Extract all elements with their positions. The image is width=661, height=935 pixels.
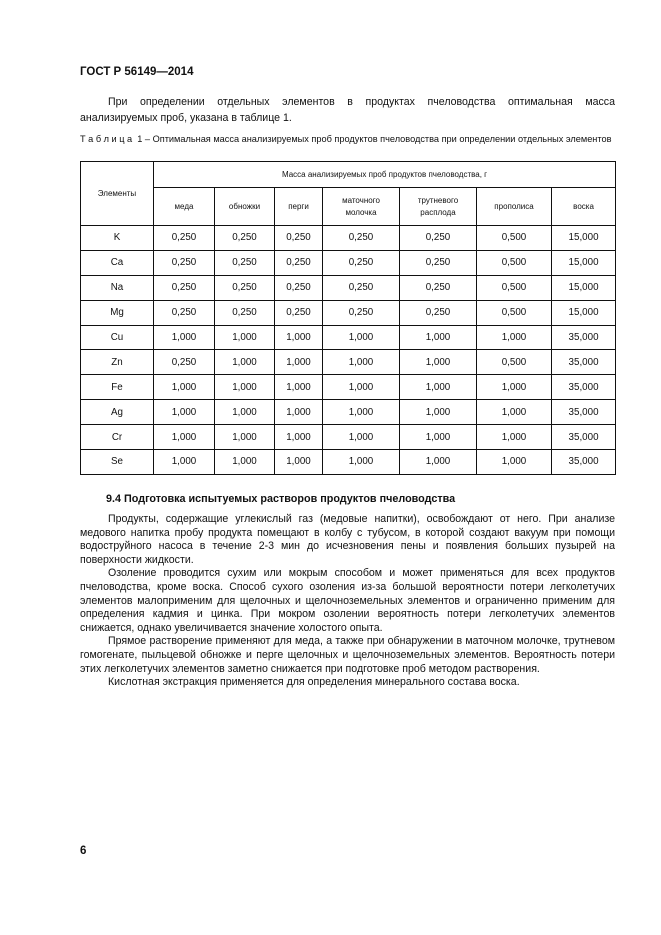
section-title: 9.4 Подготовка испытуемых растворов продуктов пчеловодства xyxy=(106,493,456,505)
value-cell: 0,500 xyxy=(477,226,552,251)
value-cell: 1,000 xyxy=(275,375,323,400)
value-cell: 1,000 xyxy=(400,325,477,350)
value-cell: 1,000 xyxy=(154,325,215,350)
value-cell: 35,000 xyxy=(552,425,616,450)
value-cell: 0,250 xyxy=(154,275,215,300)
value-cell: 1,000 xyxy=(323,325,400,350)
value-cell: 0,250 xyxy=(323,275,400,300)
element-cell: Cu xyxy=(81,325,154,350)
value-cell: 15,000 xyxy=(552,300,616,325)
value-cell: 1,000 xyxy=(154,375,215,400)
value-cell: 0,250 xyxy=(275,226,323,251)
table-row xyxy=(81,275,616,300)
element-cell: Zn xyxy=(81,350,154,375)
value-cell: 1,000 xyxy=(275,325,323,350)
value-cell: 0,250 xyxy=(323,300,400,325)
intro-paragraph: При определении отдельных элементов в продуктах пчеловодства оптимальная масса анализируемых проб, указана в таблице 1. xyxy=(80,96,615,124)
value-cell: 0,500 xyxy=(477,250,552,275)
value-cell: 1,000 xyxy=(400,350,477,375)
paragraph: Кислотная экстракция применяется для определения минерального состава воска. xyxy=(108,676,520,689)
paragraph: Прямое растворение применяют для меда, а также при обнаружении в маточном молочке, трутневом гомогенате, пыльцевой обножке и перге щелочных и щелочноземельных элементов. Вероятность потери этих легколетучих элементов заметно снижается при подготовке проб методом растворения. xyxy=(80,635,615,675)
column-header: трутневого расплода xyxy=(400,188,477,226)
element-cell: Ca xyxy=(81,250,154,275)
element-cell: K xyxy=(81,226,154,251)
value-cell: 1,000 xyxy=(477,425,552,450)
value-cell: 1,000 xyxy=(323,375,400,400)
value-cell: 1,000 xyxy=(215,425,275,450)
value-cell: 1,000 xyxy=(400,375,477,400)
value-cell: 1,000 xyxy=(477,325,552,350)
value-cell: 0,250 xyxy=(154,226,215,251)
value-cell: 0,250 xyxy=(275,275,323,300)
element-cell: Se xyxy=(81,450,154,475)
value-cell: 1,000 xyxy=(275,425,323,450)
paragraph: Продукты, содержащие углекислый газ (медовые напитки), освобождают от него. При анализе медового напитка пробу продукта помещают в колбу с тубусом, в которой создают вакуум при помощи водоструйного насоса в течение 2-3 мин до исчезновения пены и появления больших пузырей на поверхности жидкости. xyxy=(80,513,615,566)
value-cell: 0,250 xyxy=(154,300,215,325)
value-cell: 35,000 xyxy=(552,400,616,425)
value-cell: 35,000 xyxy=(552,350,616,375)
table-caption: Т а б л и ц а 1 – Оптимальная масса анализируемых проб продуктов пчеловодства при определении отдельных элементов xyxy=(80,134,612,144)
value-cell: 1,000 xyxy=(323,425,400,450)
table-row xyxy=(81,375,616,400)
column-header: перги xyxy=(275,188,323,226)
value-cell: 0,250 xyxy=(275,300,323,325)
value-cell: 1,000 xyxy=(215,375,275,400)
value-cell: 15,000 xyxy=(552,275,616,300)
value-cell: 1,000 xyxy=(215,450,275,475)
element-cell: Na xyxy=(81,275,154,300)
table-row xyxy=(81,300,616,325)
value-cell: 1,000 xyxy=(215,350,275,375)
table-row xyxy=(81,325,616,350)
value-cell: 0,250 xyxy=(215,226,275,251)
mass-group-header: Масса анализируемых проб продуктов пчеловодства, г xyxy=(154,162,616,188)
table-row xyxy=(81,450,616,475)
value-cell: 35,000 xyxy=(552,325,616,350)
value-cell: 0,500 xyxy=(477,275,552,300)
table-row xyxy=(81,250,616,275)
value-cell: 1,000 xyxy=(154,400,215,425)
paragraph: Озоление проводится сухим или мокрым способом и может применяться для всех продуктов пчеловодства, кроме воска. Способ сухого озоления из-за большой вероятности потери легколетучих элементов малоприменим для щелочных и щелочноземельных элементов и ограниченно применим для определения кадмия и цинка. При мокром озолении вероятность потери легколетучих элементов снижается, однако увеличивается значение холостого опыта. xyxy=(80,567,615,634)
mass-table xyxy=(80,161,616,475)
column-header: маточного молочка xyxy=(323,188,400,226)
element-cell: Mg xyxy=(81,300,154,325)
value-cell: 1,000 xyxy=(477,375,552,400)
value-cell: 1,000 xyxy=(400,425,477,450)
value-cell: 0,250 xyxy=(323,226,400,251)
value-cell: 15,000 xyxy=(552,226,616,251)
element-cell: Fe xyxy=(81,375,154,400)
document-code: ГОСТ Р 56149—2014 xyxy=(80,66,194,78)
value-cell: 0,250 xyxy=(275,250,323,275)
element-cell: Ag xyxy=(81,400,154,425)
table-row xyxy=(81,226,616,251)
value-cell: 0,250 xyxy=(154,350,215,375)
value-cell: 1,000 xyxy=(400,450,477,475)
value-cell: 1,000 xyxy=(477,400,552,425)
value-cell: 0,250 xyxy=(215,250,275,275)
value-cell: 1,000 xyxy=(400,400,477,425)
value-cell: 0,250 xyxy=(400,275,477,300)
table-row xyxy=(81,425,616,450)
value-cell: 0,500 xyxy=(477,300,552,325)
value-cell: 1,000 xyxy=(275,450,323,475)
value-cell: 1,000 xyxy=(477,450,552,475)
value-cell: 0,500 xyxy=(477,350,552,375)
table-row xyxy=(81,350,616,375)
column-header: прополиса xyxy=(477,188,552,226)
value-cell: 0,250 xyxy=(154,250,215,275)
value-cell: 0,250 xyxy=(323,250,400,275)
value-cell: 1,000 xyxy=(154,425,215,450)
column-header: меда xyxy=(154,188,215,226)
section-body xyxy=(80,513,615,690)
value-cell: 35,000 xyxy=(552,375,616,400)
value-cell: 1,000 xyxy=(154,450,215,475)
element-cell: Cr xyxy=(81,425,154,450)
page-number: 6 xyxy=(80,845,87,857)
value-cell: 15,000 xyxy=(552,250,616,275)
value-cell: 35,000 xyxy=(552,450,616,475)
elements-header: Элементы xyxy=(81,162,154,226)
value-cell: 0,250 xyxy=(400,300,477,325)
value-cell: 1,000 xyxy=(215,400,275,425)
value-cell: 0,250 xyxy=(400,226,477,251)
value-cell: 0,250 xyxy=(400,250,477,275)
value-cell: 1,000 xyxy=(275,350,323,375)
value-cell: 0,250 xyxy=(215,275,275,300)
value-cell: 0,250 xyxy=(215,300,275,325)
value-cell: 1,000 xyxy=(323,350,400,375)
value-cell: 1,000 xyxy=(215,325,275,350)
column-header: воска xyxy=(552,188,616,226)
value-cell: 1,000 xyxy=(323,400,400,425)
column-header: обножки xyxy=(215,188,275,226)
value-cell: 1,000 xyxy=(323,450,400,475)
table-row xyxy=(81,400,616,425)
value-cell: 1,000 xyxy=(275,400,323,425)
